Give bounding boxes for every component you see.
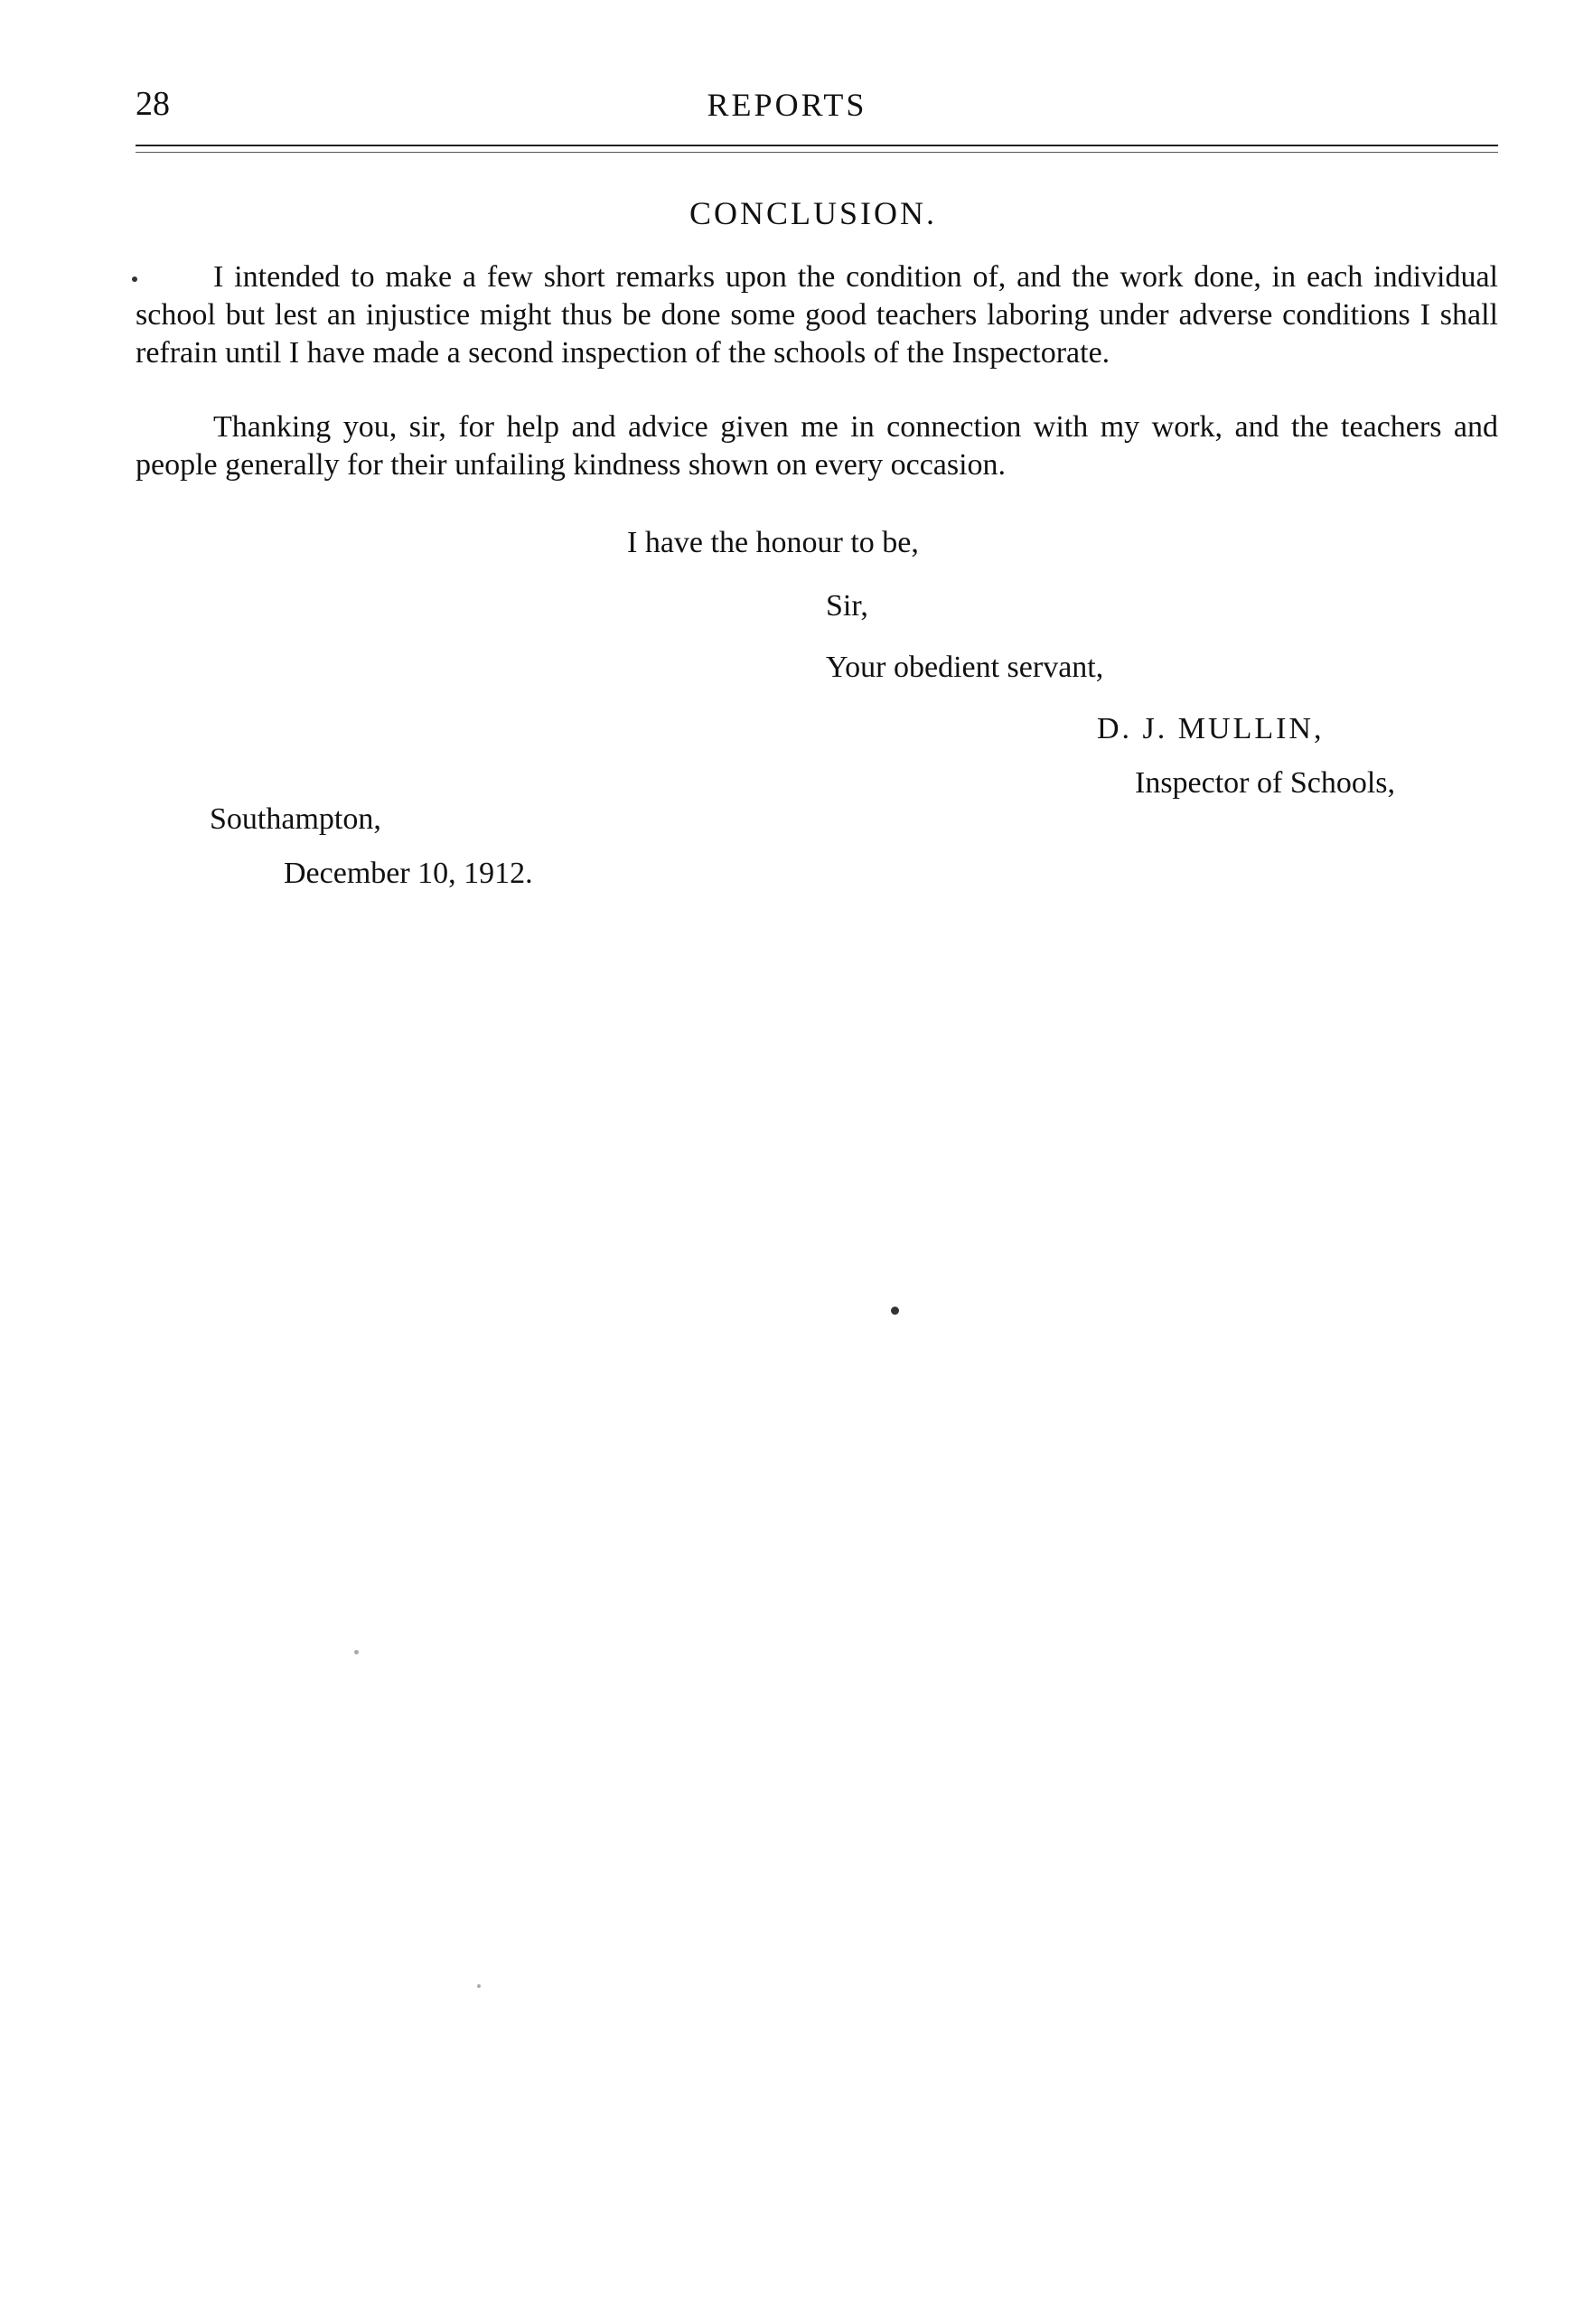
signer-name: D. J. MULLIN, bbox=[1097, 712, 1325, 745]
paper-speck bbox=[354, 1650, 359, 1654]
header-rule-bottom bbox=[136, 152, 1498, 153]
body-paragraph-1: I intended to make a few short remarks upon the condition of, and the work done, in each individual school but lest an injustice might thus be done some good teachers laboring under adverse conditions I shall refrain until I have made a second inspection of the schools of the Inspectorate. bbox=[136, 260, 1498, 370]
body-paragraph-2: Thanking you, sir, for help and advice given me in connection with my work, and the teachers and people generally for their unfailing kindness shown on every occasion. bbox=[136, 410, 1498, 482]
paper-speck bbox=[477, 1984, 481, 1988]
complimentary-close: I have the honour to be, bbox=[627, 526, 919, 559]
salutation: Sir, bbox=[826, 589, 868, 623]
paper-speck bbox=[132, 276, 137, 282]
running-head: REPORTS bbox=[707, 87, 867, 123]
paper-speck bbox=[891, 1307, 899, 1315]
section-heading: CONCLUSION. bbox=[689, 195, 937, 231]
header-rule-top bbox=[136, 145, 1498, 146]
obedient-servant-line: Your obedient servant, bbox=[826, 651, 1104, 684]
signer-title: Inspector of Schools, bbox=[1135, 766, 1396, 800]
dateline-date: December 10, 1912. bbox=[284, 857, 533, 890]
dateline-place: Southampton, bbox=[210, 802, 381, 836]
page-number: 28 bbox=[136, 85, 170, 123]
